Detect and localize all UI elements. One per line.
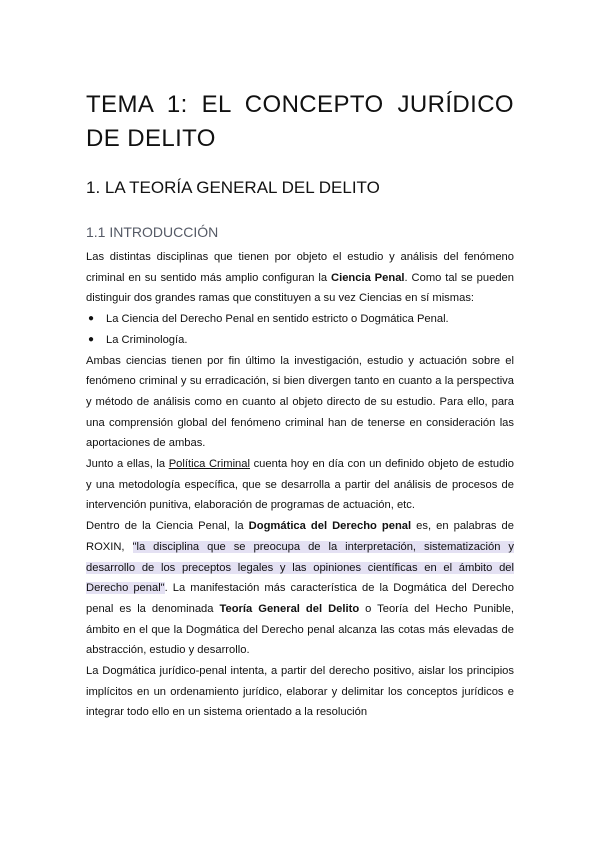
dogmatica-term: Dogmática del Derecho penal <box>248 520 412 533</box>
paragraph-1-text-a: Las distintas disciplinas que tienen por objeto el estudio y análisis del fenómeno criminal en su sentido más amplio configuran la <box>86 251 514 284</box>
section-heading: 1. LA TEORÍA GENERAL DEL DELITO <box>86 178 380 197</box>
paragraph-1 <box>86 247 514 309</box>
paragraph-1-text-b: . Como tal se pueden distinguir dos grandes ramas que constituyen a su vez Ciencias en sí mismas: <box>86 271 514 305</box>
teoria-general-term: Teoría General del Delito <box>219 602 360 615</box>
paragraph-4-text-d: o Teoría del Hecho Punible, ámbito en el que la Dogmática del Derecho penal alcanza las cotas más elevadas de abstracción, estudio y desarrollo. <box>86 602 514 657</box>
subsection-heading: 1.1 INTRODUCCIÓN <box>86 224 219 240</box>
paragraph-4-text-a: Dentro de la Ciencia Penal, la <box>86 520 249 533</box>
paragraph-3 <box>86 454 514 516</box>
paragraph-3-text-a: Junto a ellas, la <box>86 458 169 471</box>
ciencia-penal-term: Ciencia Penal <box>331 271 405 284</box>
paragraph-5: La Dogmática jurídico-penal intenta, a partir del derecho positivo, aislar los principios implícitos en un ordenamiento jurídico, elaborar y delimitar los conceptos jurídicos e integrar todo ello en un sistema orientado a la resolución <box>86 665 514 719</box>
bullet-list <box>86 309 514 350</box>
paragraph-4 <box>86 516 514 661</box>
paragraph-4-text-c: . La manifestación más característica de la Dogmática del Derecho penal es la denominada <box>86 582 514 615</box>
body-text <box>86 247 514 723</box>
document-title: TEMA 1: EL CONCEPTO JURÍDICO DE DELITO <box>86 91 514 152</box>
politica-criminal-term: Política Criminal <box>168 458 250 471</box>
highlighted-quote: "la disciplina que se preocupa de la interpretación, sistematización y desarrollo de los preceptos legales y las opiniones científicas en el ámbito del Derecho penal" <box>86 540 514 595</box>
bullet-icon: ● <box>88 333 95 345</box>
list-item <box>86 330 514 351</box>
paragraph-2: Ambas ciencias tienen por fin último la investigación, estudio y actuación sobre el fenómeno criminal y su erradicación, si bien divergen tanto en cuanto a la perspectiva y método de análisis como en cuanto al objeto directo de su estudio. Para ello, para una comprensión global del fenómeno criminal han de tenerse en consideración las aportaciones de ambas. <box>86 354 514 450</box>
bullet-icon: ● <box>88 313 95 325</box>
paragraph-4-text-b: es, en palabras de ROXIN, <box>86 520 514 553</box>
paragraph-3-text-b: cuenta hoy en día con un definido objeto de estudio y una metodología específica, que se desarrolla a partir del análisis de procesos de intervención punitiva, elaboración de programas de actuación, etc. <box>86 458 514 512</box>
list-item-text: La Criminología. <box>106 333 188 346</box>
list-item <box>86 309 514 330</box>
list-item-text: La Ciencia del Derecho Penal en sentido estricto o Dogmática Penal. <box>106 313 449 326</box>
